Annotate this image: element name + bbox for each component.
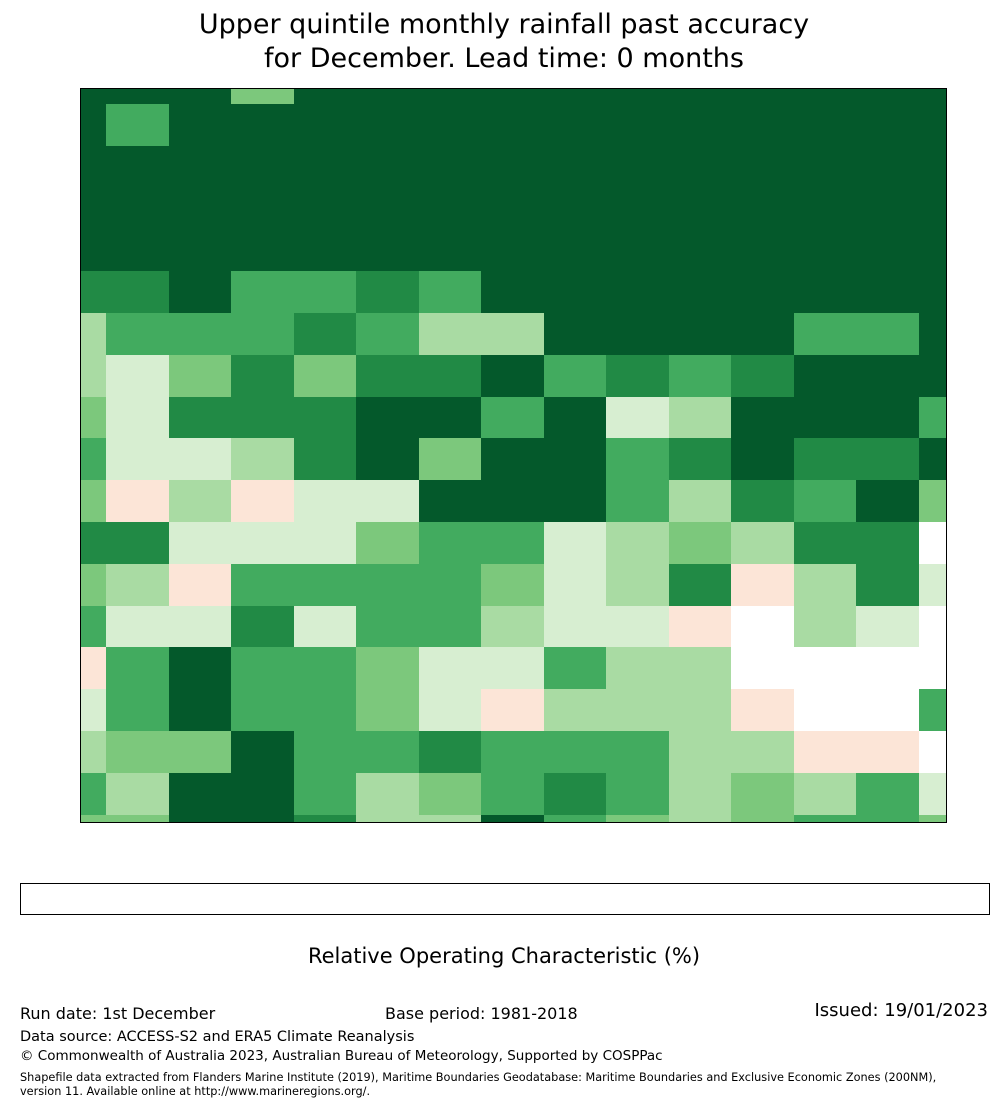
heatmap-cell <box>169 104 232 146</box>
heatmap-cell <box>794 731 857 773</box>
heatmap-cell <box>731 271 794 313</box>
heatmap-cell <box>669 104 732 146</box>
heatmap-cell <box>356 313 419 355</box>
heatmap-cell <box>669 89 732 104</box>
heatmap-cell <box>106 647 169 689</box>
heatmap-cell <box>544 89 607 104</box>
heatmap-cell <box>544 313 607 355</box>
heatmap-cell <box>856 647 919 689</box>
heatmap-cell <box>231 146 294 188</box>
heatmap-cell <box>231 815 294 822</box>
heatmap-cell <box>81 397 106 439</box>
heatmap-cell <box>169 89 232 104</box>
heatmap-cell <box>356 229 419 271</box>
heatmap-cell <box>669 188 732 230</box>
heatmap-cell <box>419 313 482 355</box>
map-heatmap <box>80 88 947 823</box>
heatmap-cell <box>356 522 419 564</box>
heatmap-cell <box>731 815 794 822</box>
heatmap-cell <box>731 647 794 689</box>
heatmap-cell <box>544 480 607 522</box>
heatmap-cell <box>106 355 169 397</box>
heatmap-cell <box>106 522 169 564</box>
heatmap-cell <box>106 480 169 522</box>
copyright-text: © Commonwealth of Australia 2023, Australian Bureau of Meteorology, Supported by COSPPac <box>20 1048 663 1064</box>
heatmap-cell <box>669 689 732 731</box>
heatmap-cell <box>169 606 232 648</box>
heatmap-cell <box>606 313 669 355</box>
heatmap-cell <box>856 438 919 480</box>
heatmap-cell <box>231 89 294 104</box>
heatmap-cell <box>81 480 106 522</box>
heatmap-cell <box>294 397 357 439</box>
heatmap-cell <box>481 438 544 480</box>
heatmap-cell <box>356 606 419 648</box>
colorbar <box>20 883 990 915</box>
heatmap-cell <box>106 606 169 648</box>
heatmap-cell <box>356 146 419 188</box>
heatmap-cell <box>294 438 357 480</box>
heatmap-cell <box>544 271 607 313</box>
heatmap-cell <box>606 647 669 689</box>
heatmap-cell <box>356 689 419 731</box>
heatmap-cell <box>731 146 794 188</box>
heatmap-cell <box>231 647 294 689</box>
heatmap-cell <box>606 815 669 822</box>
heatmap-cell <box>731 689 794 731</box>
heatmap-cell <box>919 731 947 773</box>
heatmap-cell <box>731 731 794 773</box>
heatmap-cell <box>856 689 919 731</box>
heatmap-cell <box>169 438 232 480</box>
heatmap-cell <box>669 647 732 689</box>
heatmap-cell <box>606 229 669 271</box>
heatmap-cell <box>231 438 294 480</box>
heatmap-cell <box>481 271 544 313</box>
heatmap-cell <box>919 522 947 564</box>
heatmap-cell <box>919 689 947 731</box>
heatmap-cell <box>669 438 732 480</box>
heatmap-cell <box>106 104 169 146</box>
heatmap-cell <box>794 773 857 815</box>
heatmap-cell <box>231 313 294 355</box>
issued-text: Issued: 19/01/2023 <box>814 1000 988 1021</box>
heatmap-cell <box>544 146 607 188</box>
heatmap-cell <box>356 731 419 773</box>
heatmap-cell <box>731 104 794 146</box>
heatmap-cell <box>856 397 919 439</box>
heatmap-cell <box>356 564 419 606</box>
heatmap-cell <box>356 397 419 439</box>
heatmap-cell <box>919 229 947 271</box>
heatmap-cell <box>356 480 419 522</box>
heatmap-cell <box>106 271 169 313</box>
heatmap-cell <box>481 313 544 355</box>
heatmap-cell <box>669 146 732 188</box>
heatmap-cell <box>919 104 947 146</box>
heatmap-cell <box>294 229 357 271</box>
heatmap-cell <box>481 606 544 648</box>
heatmap-cell <box>919 773 947 815</box>
heatmap-cell <box>794 229 857 271</box>
heatmap-cell <box>106 397 169 439</box>
heatmap-cell <box>294 564 357 606</box>
heatmap-cell <box>856 146 919 188</box>
heatmap-cell <box>294 313 357 355</box>
heatmap-cell <box>919 271 947 313</box>
heatmap-cell <box>294 773 357 815</box>
heatmap-cell <box>356 188 419 230</box>
heatmap-cell <box>294 522 357 564</box>
heatmap-cell <box>81 438 106 480</box>
heatmap-cell <box>919 815 947 822</box>
heatmap-cell <box>544 606 607 648</box>
heatmap-cell <box>169 271 232 313</box>
heatmap-cell <box>106 564 169 606</box>
chart-title-line1: Upper quintile monthly rainfall past accuracy <box>198 9 810 40</box>
heatmap-cell <box>419 188 482 230</box>
heatmap-cell <box>419 689 482 731</box>
heatmap-cell <box>731 564 794 606</box>
heatmap-cell <box>81 146 106 188</box>
heatmap-cell <box>169 397 232 439</box>
heatmap-cell <box>669 731 732 773</box>
heatmap-cell <box>481 815 544 822</box>
heatmap-cell <box>731 522 794 564</box>
heatmap-cell <box>606 689 669 731</box>
heatmap-cell <box>419 731 482 773</box>
heatmap-cell <box>169 689 232 731</box>
heatmap-cell <box>294 689 357 731</box>
heatmap-cell <box>856 773 919 815</box>
heatmap-cell <box>606 146 669 188</box>
heatmap-cell <box>794 689 857 731</box>
heatmap-cell <box>669 564 732 606</box>
heatmap-cell <box>419 480 482 522</box>
heatmap-cell <box>919 313 947 355</box>
heatmap-cell <box>419 564 482 606</box>
heatmap-cell <box>169 355 232 397</box>
heatmap-cell <box>919 146 947 188</box>
heatmap-cell <box>81 689 106 731</box>
heatmap-cell <box>669 229 732 271</box>
heatmap-cell <box>669 815 732 822</box>
heatmap-cell <box>606 438 669 480</box>
heatmap-cell <box>481 731 544 773</box>
heatmap-cell <box>481 355 544 397</box>
heatmap-cell <box>606 564 669 606</box>
heatmap-cell <box>481 104 544 146</box>
base-period-text: Base period: 1981-2018 <box>385 1004 578 1023</box>
heatmap-cell <box>81 564 106 606</box>
heatmap-cell <box>419 522 482 564</box>
heatmap-cell <box>919 89 947 104</box>
heatmap-cell <box>419 438 482 480</box>
heatmap-cell <box>294 480 357 522</box>
heatmap-cell <box>294 355 357 397</box>
chart-title-line2: for December. Lead time: 0 months <box>264 43 744 74</box>
heatmap-cell <box>606 89 669 104</box>
heatmap-cell <box>294 146 357 188</box>
heatmap-cell <box>106 815 169 822</box>
heatmap-cell <box>544 188 607 230</box>
shapefile-note-line1: Shapefile data extracted from Flanders Marine Institute (2019), Maritime Boundaries Geodatabase: Maritime Boundaries and Exclusive Economic Zones (200NM), <box>20 1071 937 1084</box>
heatmap-cell <box>544 815 607 822</box>
heatmap-cell <box>356 815 419 822</box>
heatmap-cell <box>106 229 169 271</box>
heatmap-cell <box>856 104 919 146</box>
heatmap-cell <box>294 89 357 104</box>
heatmap-cell <box>794 438 857 480</box>
heatmap-cell <box>856 564 919 606</box>
heatmap-cell <box>544 229 607 271</box>
heatmap-cell <box>606 731 669 773</box>
heatmap-cell <box>481 647 544 689</box>
heatmap-cell <box>231 564 294 606</box>
heatmap-cell <box>81 815 106 822</box>
heatmap-cell <box>81 522 106 564</box>
heatmap-cell <box>544 522 607 564</box>
heatmap-cell <box>106 773 169 815</box>
heatmap-cell <box>81 89 106 104</box>
heatmap-cell <box>231 731 294 773</box>
heatmap-cell <box>106 89 169 104</box>
run-date-text: Run date: 1st December <box>20 1004 216 1023</box>
heatmap-cell <box>106 313 169 355</box>
heatmap-cell <box>231 689 294 731</box>
heatmap-cell <box>106 731 169 773</box>
heatmap-cell <box>481 89 544 104</box>
heatmap-cell <box>481 146 544 188</box>
heatmap-cell <box>669 271 732 313</box>
heatmap-cell <box>794 188 857 230</box>
heatmap-cell <box>544 564 607 606</box>
heatmap-cell <box>731 480 794 522</box>
heatmap-cell <box>419 647 482 689</box>
heatmap-cell <box>794 480 857 522</box>
heatmap-cell <box>669 773 732 815</box>
heatmap-cell <box>731 313 794 355</box>
heatmap-cell <box>544 397 607 439</box>
heatmap-cell <box>669 397 732 439</box>
heatmap-cell <box>794 313 857 355</box>
heatmap-cell <box>419 355 482 397</box>
heatmap-cell <box>81 647 106 689</box>
heatmap-cell <box>544 104 607 146</box>
heatmap-cell <box>356 104 419 146</box>
heatmap-cell <box>481 188 544 230</box>
heatmap-cell <box>231 104 294 146</box>
heatmap-cell <box>106 689 169 731</box>
heatmap-cell <box>544 731 607 773</box>
heatmap-cell <box>231 606 294 648</box>
heatmap-cell <box>856 229 919 271</box>
heatmap-cell <box>731 773 794 815</box>
heatmap-cell <box>856 480 919 522</box>
heatmap-cell <box>169 815 232 822</box>
heatmap-cell <box>231 397 294 439</box>
heatmap-cell <box>856 355 919 397</box>
heatmap-cell <box>481 229 544 271</box>
heatmap-cell <box>169 146 232 188</box>
heatmap-cell <box>81 313 106 355</box>
heatmap-cell <box>169 480 232 522</box>
heatmap-cell <box>356 438 419 480</box>
heatmap-cell <box>794 522 857 564</box>
heatmap-cell <box>544 689 607 731</box>
heatmap-cell <box>669 480 732 522</box>
heatmap-cell <box>669 355 732 397</box>
heatmap-cell <box>231 271 294 313</box>
heatmap-cell <box>294 606 357 648</box>
heatmap-cell <box>231 773 294 815</box>
heatmap-cell <box>856 313 919 355</box>
heatmap-cell <box>919 438 947 480</box>
heatmap-cell <box>731 438 794 480</box>
heatmap-cell <box>606 188 669 230</box>
heatmap-cell <box>606 271 669 313</box>
heatmap-cell <box>606 773 669 815</box>
heatmap-cell <box>606 397 669 439</box>
heatmap-cell <box>231 480 294 522</box>
heatmap-cell <box>81 104 106 146</box>
heatmap-cell <box>669 313 732 355</box>
heatmap-cell <box>919 480 947 522</box>
heatmap-cell <box>356 355 419 397</box>
heatmap-cell <box>356 271 419 313</box>
heatmap-cell <box>356 647 419 689</box>
heatmap-cell <box>294 188 357 230</box>
heatmap-cell <box>169 313 232 355</box>
heatmap-cell <box>81 229 106 271</box>
heatmap-cell <box>169 564 232 606</box>
heatmap-cell <box>419 606 482 648</box>
heatmap-cell <box>544 647 607 689</box>
heatmap-cell <box>419 146 482 188</box>
heatmap-cell <box>169 731 232 773</box>
heatmap-cell <box>231 188 294 230</box>
heatmap-cell <box>481 480 544 522</box>
heatmap-cell <box>419 397 482 439</box>
heatmap-cell <box>919 647 947 689</box>
data-source-text: Data source: ACCESS-S2 and ERA5 Climate Reanalysis <box>20 1029 415 1045</box>
heatmap-cell <box>231 355 294 397</box>
heatmap-cell <box>919 397 947 439</box>
heatmap-cell <box>231 522 294 564</box>
heatmap-cell <box>294 815 357 822</box>
heatmap-cell <box>919 564 947 606</box>
heatmap-cell <box>856 188 919 230</box>
heatmap-cell <box>106 188 169 230</box>
heatmap-cell <box>481 564 544 606</box>
heatmap-cell <box>419 89 482 104</box>
heatmap-cell <box>606 522 669 564</box>
heatmap-cell <box>544 773 607 815</box>
heatmap-cell <box>481 522 544 564</box>
heatmap-cell <box>731 606 794 648</box>
heatmap-cell <box>169 522 232 564</box>
heatmap-cell <box>794 564 857 606</box>
heatmap-cell <box>794 146 857 188</box>
heatmap-cell <box>919 188 947 230</box>
shapefile-note-line2: version 11. Available online at http://www.marineregions.org/. <box>20 1085 371 1098</box>
heatmap-cell <box>106 146 169 188</box>
heatmap-cell <box>481 689 544 731</box>
heatmap-cell <box>731 89 794 104</box>
heatmap-cell <box>169 229 232 271</box>
heatmap-cell <box>856 815 919 822</box>
heatmap-cell <box>794 815 857 822</box>
heatmap-cell <box>481 397 544 439</box>
heatmap-cell <box>419 271 482 313</box>
heatmap-cell <box>606 606 669 648</box>
heatmap-cell <box>356 773 419 815</box>
heatmap-cell <box>81 355 106 397</box>
heatmap-cell <box>81 773 106 815</box>
colorbar-label: Relative Operating Characteristic (%) <box>307 944 701 968</box>
heatmap-cell <box>794 89 857 104</box>
heatmap-cell <box>169 188 232 230</box>
heatmap-cell <box>919 355 947 397</box>
heatmap-cell <box>856 89 919 104</box>
heatmap-cell <box>731 355 794 397</box>
heatmap-cell <box>419 229 482 271</box>
heatmap-cell <box>794 606 857 648</box>
heatmap-cell <box>856 522 919 564</box>
heatmap-cell <box>294 731 357 773</box>
heatmap-cell <box>794 271 857 313</box>
heatmap-cell <box>81 188 106 230</box>
heatmap-cell <box>669 606 732 648</box>
heatmap-cell <box>81 731 106 773</box>
heatmap-cell <box>294 271 357 313</box>
heatmap-cell <box>544 438 607 480</box>
heatmap-cell <box>81 271 106 313</box>
heatmap-cell <box>731 397 794 439</box>
heatmap-cell <box>731 188 794 230</box>
heatmap-cell <box>856 271 919 313</box>
heatmap-cell <box>794 104 857 146</box>
heatmap-cell <box>606 104 669 146</box>
heatmap-cell <box>419 773 482 815</box>
heatmap-cell <box>606 480 669 522</box>
heatmap-cell <box>606 355 669 397</box>
heatmap-cell <box>106 438 169 480</box>
heatmap-cell <box>294 104 357 146</box>
heatmap-cell <box>169 647 232 689</box>
heatmap-cell <box>231 229 294 271</box>
heatmap-cell <box>669 522 732 564</box>
heatmap-cell <box>544 355 607 397</box>
heatmap-cell <box>731 229 794 271</box>
heatmap-cell <box>169 773 232 815</box>
heatmap-cell <box>794 355 857 397</box>
heatmap-cell <box>856 731 919 773</box>
heatmap-cell <box>81 606 106 648</box>
heatmap-cell <box>294 647 357 689</box>
heatmap-cell <box>356 89 419 104</box>
heatmap-cell <box>794 647 857 689</box>
heatmap-cell <box>481 773 544 815</box>
heatmap-cell <box>419 104 482 146</box>
heatmap-cell <box>856 606 919 648</box>
heatmap-cell <box>794 397 857 439</box>
heatmap-cell <box>919 606 947 648</box>
heatmap-cell <box>419 815 482 822</box>
